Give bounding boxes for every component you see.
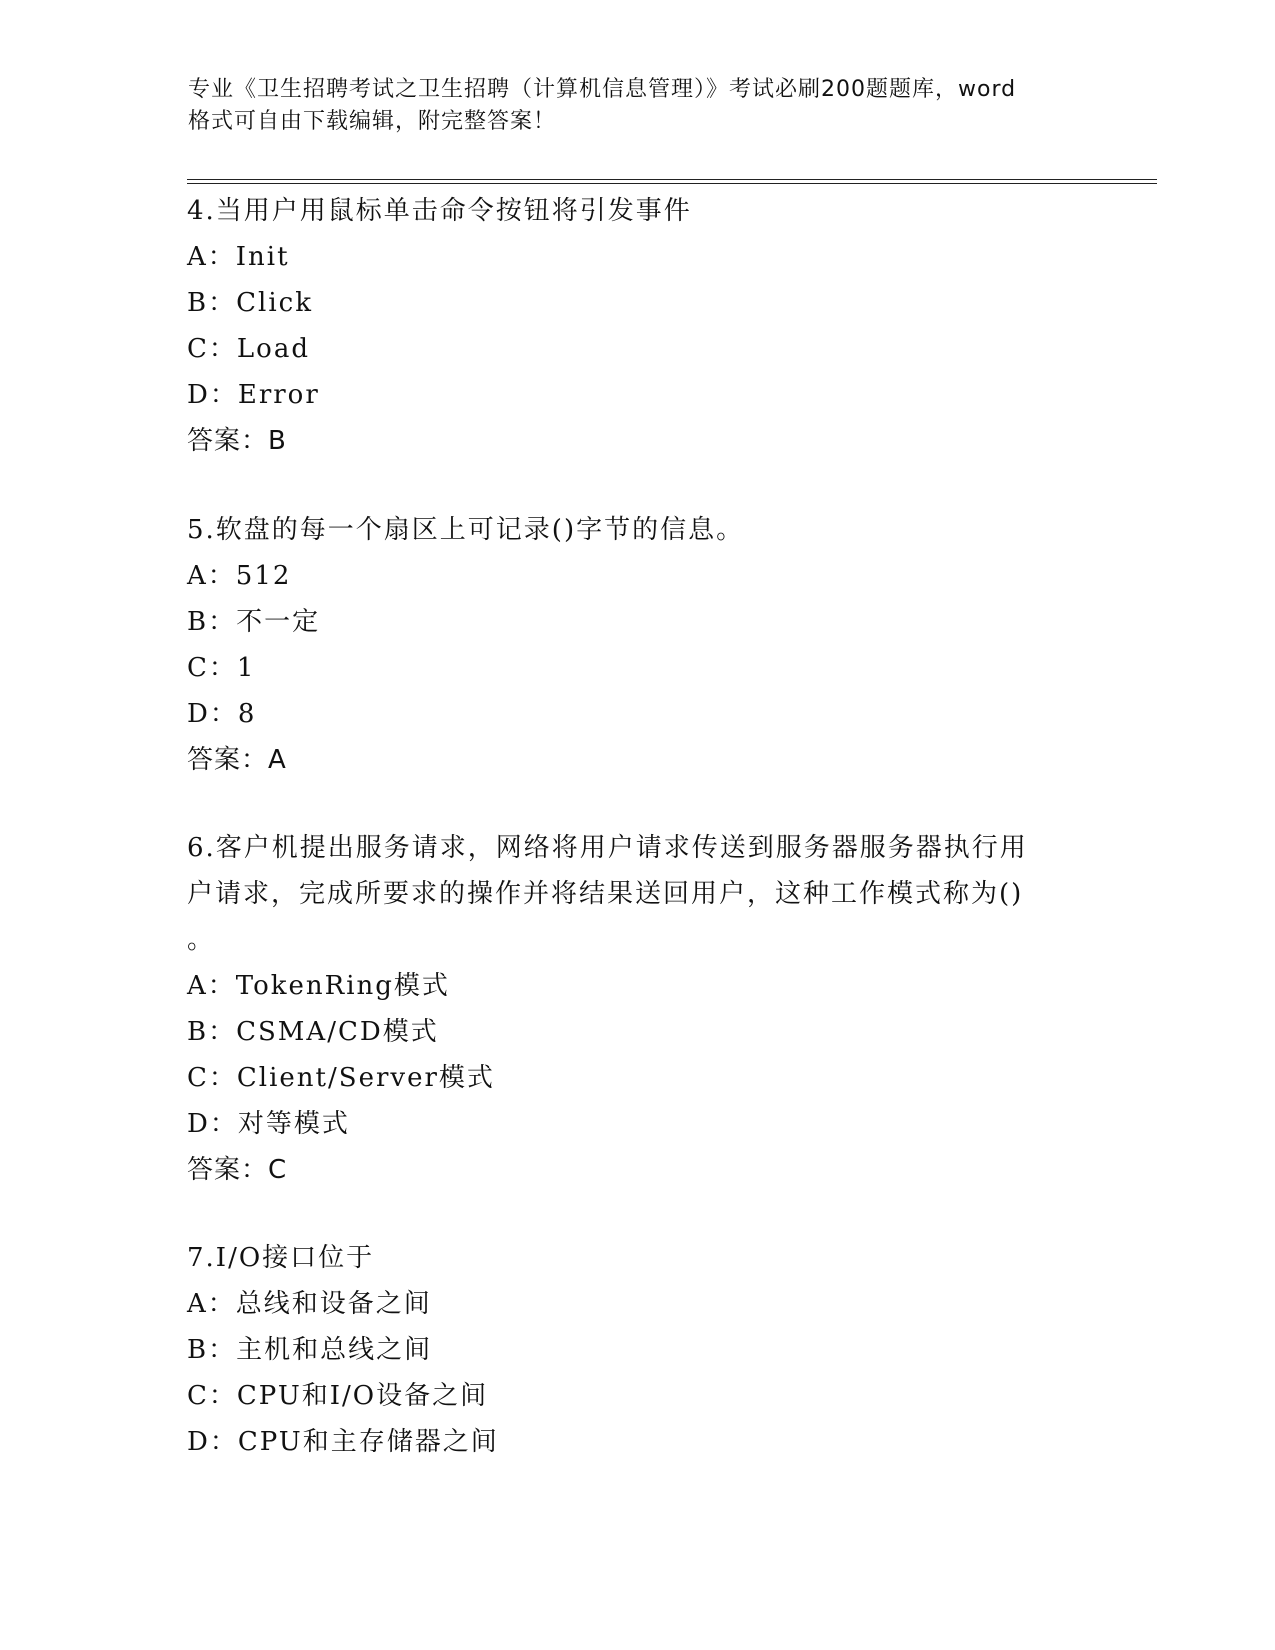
- question-stem-line-1: 6.客户机提出服务请求，网络将用户请求传送到服务器服务器执行用: [187, 833, 1028, 863]
- question-stem-line-2: 户请求，完成所要求的操作并将结果送回用户，这种工作模式称为(): [187, 879, 1024, 909]
- document-header: [188, 74, 1088, 138]
- question-7: [187, 1235, 1067, 1465]
- header-line-2: 格式可自由下载编辑，附完整答案！: [188, 109, 557, 134]
- header-divider-top: [187, 179, 1157, 180]
- option-a: A：Init: [187, 242, 290, 272]
- option-c: C：Client/Server模式: [187, 1063, 495, 1093]
- answer-label: 答案：A: [187, 745, 287, 775]
- answer-label: 答案：B: [187, 426, 287, 456]
- option-d: D：Error: [187, 380, 320, 410]
- option-b: B：Click: [187, 288, 313, 318]
- option-b: B：不一定: [187, 607, 321, 637]
- option-a: A：TokenRing模式: [187, 971, 450, 1001]
- option-d: D：8: [187, 699, 257, 729]
- answer-label: 答案：C: [187, 1155, 288, 1185]
- question-stem: 5.软盘的每一个扇区上可记录()字节的信息。: [187, 515, 745, 545]
- option-b: B：主机和总线之间: [187, 1335, 433, 1365]
- option-c: C：1: [187, 653, 256, 683]
- option-d: D：CPU和主存储器之间: [187, 1427, 499, 1457]
- question-5: [187, 507, 1067, 783]
- header-line-1: 专业《卫生招聘考试之卫生招聘（计算机信息管理）》考试必刷200题题库，word: [188, 77, 1017, 102]
- option-b: B：CSMA/CD模式: [187, 1017, 439, 1047]
- question-stem-line-3: 。: [187, 925, 216, 955]
- question-stem: 4.当用户用鼠标单击命令按钮将引发事件: [187, 196, 692, 226]
- question-4: [187, 188, 1067, 464]
- option-a: A：总线和设备之间: [187, 1289, 432, 1319]
- option-a: A：512: [187, 561, 292, 591]
- option-c: C：CPU和I/O设备之间: [187, 1381, 489, 1411]
- option-c: C：Load: [187, 334, 310, 364]
- header-divider-bottom: [187, 183, 1157, 184]
- option-d: D：对等模式: [187, 1109, 350, 1139]
- question-stem: 7.I/O接口位于: [187, 1243, 375, 1273]
- question-6: [187, 825, 1067, 1193]
